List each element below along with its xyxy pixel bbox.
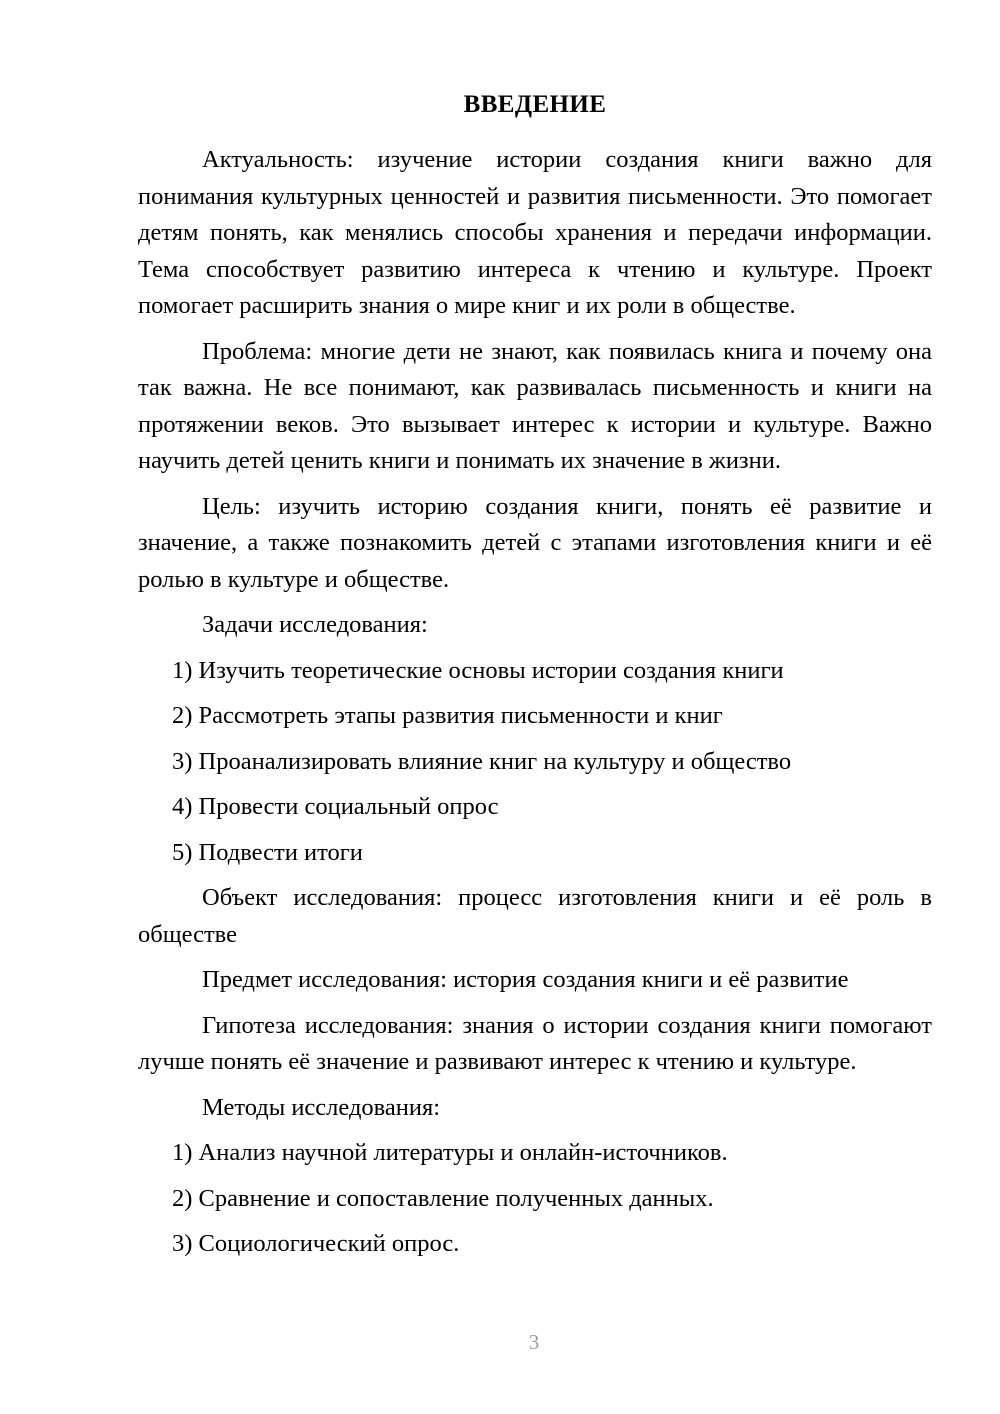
list-item: 2) Сравнение и сопоставление полученных данных.	[172, 1184, 714, 1212]
page-number: 3	[528, 1330, 540, 1354]
list-item: 2) Рассмотреть этапы развития письменности и книг	[172, 702, 723, 729]
paragraph-relevance: Актуальность: изучение истории создания книги важно для понимания культурных ценностей и развития письменности. Это помогает детям понять, как менялись способы хранения и передачи информации. Тема способствует развитию интереса к чтению и культуре. Проект помогает расширить знания о мире книг и их роли в обществе.	[138, 146, 932, 319]
paragraph-goal: Цель: изучить историю создания книги, понять её развитие и значение, а также познакомить детей с этапами изготовления книги и её ролью в культуре и обществе.	[138, 492, 932, 593]
heading-methods: Методы исследования:	[202, 1093, 441, 1121]
list-item: 3) Проанализировать влияние книг на культуру и общество	[172, 747, 792, 775]
page-title: ВВЕДЕНИЕ	[463, 91, 607, 118]
paragraph-hypothesis: Гипотеза исследования: знания о истории создания книги помогают лучше понять её значение и развивают интерес к чтению и культуре.	[138, 1011, 932, 1075]
document-body	[138, 88, 932, 1272]
list-item: 1) Изучить теоретические основы истории создания книги	[172, 656, 784, 684]
paragraph-subject: Предмет исследования: история создания книги и её развитие	[202, 966, 849, 993]
list-item: 3) Социологический опрос.	[172, 1230, 460, 1257]
list-item: 5) Подвести итоги	[172, 838, 363, 866]
list-item: 1) Анализ научной литературы и онлайн-источников.	[172, 1139, 728, 1166]
list-item: 4) Провести социальный опрос	[172, 793, 499, 820]
paragraph-object: Объект исследования: процесс изготовления книги и её роль в обществе	[138, 884, 932, 948]
heading-tasks: Задачи исследования:	[202, 611, 428, 638]
paragraph-problem: Проблема: многие дети не знают, как появилась книга и почему она так важна. Не все понимают, как развивалась письменность и книги на протяжении веков. Это вызывает интерес к истории и культуре. Важно научить детей ценить книги и понимать их значение в жизни.	[138, 337, 932, 474]
